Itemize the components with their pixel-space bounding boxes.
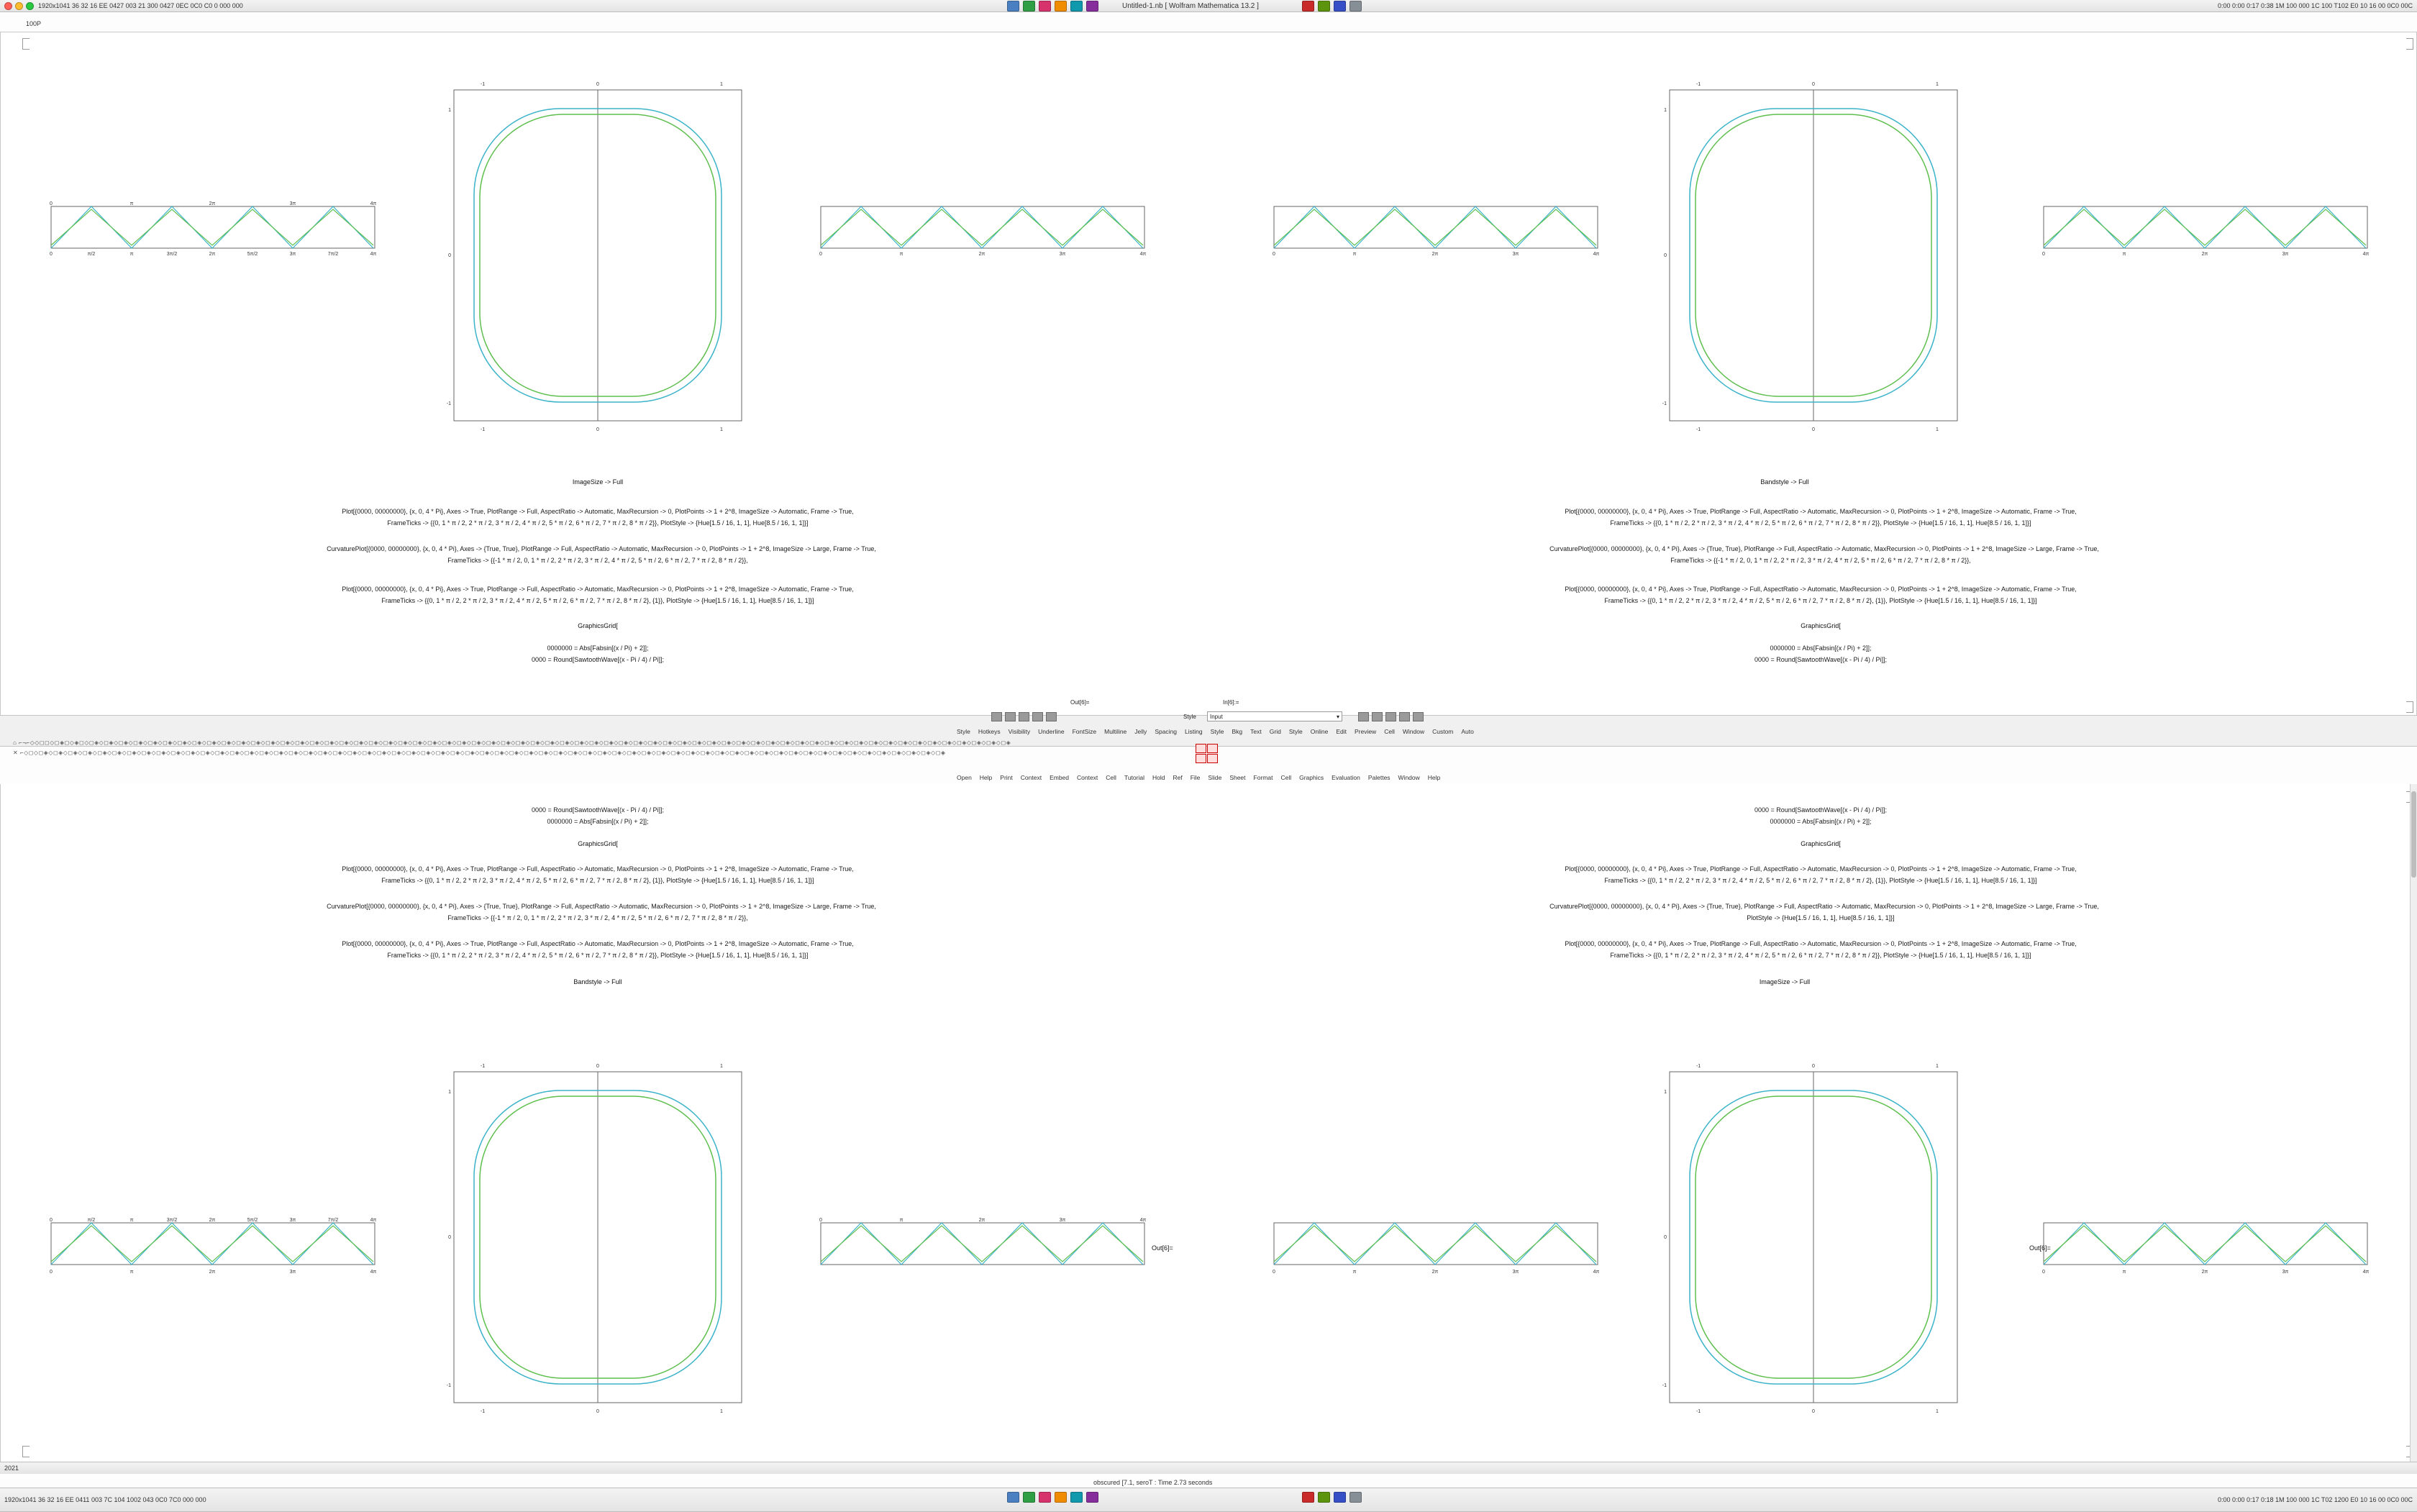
svg-text:0: 0 [596,82,599,87]
evaluation-status: obscured [7.1, seroT : Time 2.73 seconds [1093,1479,1213,1486]
curvature-line-2-topr: FrameTicks -> {{-1 * π / 2, 0, 1 * π / 2, 2 * π / 2, 3 * π / 2, 4 * π / 2, 5 * π / 2, 6 * π / 2, 7 * π / 2, 8 * π / 2}}, [1670,557,1971,564]
svg-text:π: π [1352,252,1357,257]
curvature-plot-2 [1655,76,1972,435]
svg-text:3π: 3π [2282,252,2289,257]
svg-text:1: 1 [1664,108,1667,113]
format-menu-strip-top[interactable] [957,728,1474,735]
svg-text:π: π [899,252,903,257]
svg-text:0: 0 [819,1218,822,1223]
svg-text:-1: -1 [1695,1064,1701,1069]
svg-text:π: π [899,1218,903,1223]
svg-text:5π/2: 5π/2 [247,1218,258,1223]
menu-item-cell2[interactable]: Cell [1106,774,1116,781]
svg-text:4π: 4π [2362,1270,2370,1275]
minimize-icon[interactable] [15,2,23,10]
svg-text:π: π [2122,1270,2126,1275]
menu-item-embed[interactable]: Embed [1050,774,1069,781]
top-tray[interactable] [1007,1,1098,12]
menu-item-auto[interactable]: Auto [1461,728,1474,735]
triangle-def-2-bottomr: 0000000 = Abs[Fabsin[(x / Pi) + 2]]; [1770,818,1872,825]
style-label-top: Style [1183,714,1196,720]
swatch-6[interactable] [1358,712,1369,721]
svg-text:4π: 4π [370,1218,377,1223]
menu-item-ref[interactable]: Ref [1173,774,1183,781]
curvature-plot-3 [440,1057,756,1417]
swatch-10[interactable] [1413,712,1424,721]
svg-text:0: 0 [448,1235,451,1240]
plot-line-2-topr: FrameTicks -> {{0, 1 * π / 2, 2 * π / 2, 3 * π / 2, 4 * π / 2, 5 * π / 2, 6 * π / 2, 7 * π / 2, 8 * π / 2}, {1}}, PlotStyle -> {Hue[1.5 / 16, 1, 1], Hue[8.5 / 16, 1, 1]}] [1604,597,2037,604]
wave-plot-5 [29,1216,382,1279]
menu-item-context2[interactable]: Context [1077,774,1098,781]
cell-bracket-top-3[interactable] [22,38,29,50]
svg-text:0: 0 [1812,427,1815,432]
menu-item-preview[interactable]: Preview [1354,728,1377,735]
svg-text:2π: 2π [209,201,216,206]
triangle-def-1-bottom: 0000 = Round[SawtoothWave[(x - Pi / 4) / Pi]]; [531,806,664,814]
curvature-line-1-top: CurvaturePlot[{0000, 00000000}, {x, 0, 4 * Pi}, Axes -> {True, True}, PlotRange -> Full, AspectRatio -> Automatic, MaxRecursion -> 0, PlotPoints -> 1 + 2^8, ImageSize -> Large, Frame -> True, [327,545,876,552]
window-title: Untitled-1.nb [ Wolfram Mathematica 13.2 ] [1122,2,1259,10]
swatch-8[interactable] [1385,712,1396,721]
error-indicator-4[interactable] [1207,754,1218,763]
menu-item-style2[interactable]: Style [1210,728,1224,735]
curvature-line-1-bottom: CurvaturePlot[{0000, 00000000}, {x, 0, 4 * Pi}, Axes -> {True, True}, PlotRange -> Full, AspectRatio -> Automatic, MaxRecursion -> 0, PlotPoints -> 1 + 2^8, ImageSize -> Large, Frame -> True, [327,903,876,910]
swatch-7[interactable] [1372,712,1383,721]
menu-item-open[interactable]: Open [957,774,972,781]
plot-line-2-bottom: FrameTicks -> {{0, 1 * π / 2, 2 * π / 2, 3 * π / 2, 4 * π / 2, 5 * π / 2, 6 * π / 2, 7 * π / 2, 8 * π / 2}, {1}}, PlotStyle -> {Hue[1.5 / 16, 1, 1], Hue[8.5 / 16, 1, 1]}] [381,877,814,884]
tray-icon-editor[interactable] [1070,1,1083,12]
svg-text:1: 1 [1936,82,1939,87]
svg-text:4π: 4π [1593,1270,1600,1275]
plot-line-4-bottomr: FrameTicks -> {{0, 1 * π / 2, 2 * π / 2, 3 * π / 2, 4 * π / 2, 5 * π / 2, 6 * π / 2, 7 * π / 2, 8 * π / 2}}, PlotStyle -> {Hue[1.5 / 16, 1, 1], Hue[8.5 / 16, 1, 1]}] [1610,952,2031,959]
triangle-def-2-top: 0000000 = Abs[Fabsin[(x / Pi) + 2]]; [547,645,649,652]
graphics-grid-label-bottom: GraphicsGrid[ [578,840,618,847]
svg-text:4π: 4π [370,201,377,206]
svg-text:2π: 2π [1431,1270,1439,1275]
taskbar-icon-files[interactable] [1055,1492,1067,1503]
plot-line-3-bottomr: Plot[{0000, 00000000}, {x, 0, 4 * Pi}, Axes -> True, PlotRange -> Full, AspectRatio -> Automatic, MaxRecursion -> 0, PlotPoints -> 1 + 2^8, ImageSize -> Automatic, Frame -> True, [1565,940,2077,947]
plot-line-3-topr: Plot[{0000, 00000000}, {x, 0, 4 * Pi}, Axes -> True, PlotRange -> Full, AspectRatio -> Automatic, MaxRecursion -> 0, PlotPoints -> 1 + 2^8, ImageSize -> Automatic, Frame -> True, [1565,508,2077,515]
svg-text:2π: 2π [978,1218,986,1223]
svg-text:3π: 3π [1512,252,1519,257]
menu-item-sheet[interactable]: Sheet [1229,774,1246,781]
top-chrome-right-text: 0:00 0:00 0:17 0:38 1M 100 000 1C 100 T102 E0 10 16 00 0C0 00C [2217,2,2413,9]
svg-text:π: π [129,1270,134,1275]
svg-text:3π: 3π [289,252,296,257]
notebook-bottom-pane[interactable] [0,784,2417,1468]
curvature-line-2-top: FrameTicks -> {{-1 * π / 2, 0, 1 * π / 2, 2 * π / 2, 3 * π / 2, 4 * π / 2, 5 * π / 2, 6 * π / 2, 7 * π / 2, 8 * π / 2}}, [447,557,748,564]
plot-line-3-bottom: Plot[{0000, 00000000}, {x, 0, 4 * Pi}, Axes -> True, PlotRange -> Full, AspectRatio -> Automatic, MaxRecursion -> 0, PlotPoints -> 1 + 2^8, ImageSize -> Automatic, Frame -> True, [342,940,854,947]
error-indicator-3[interactable] [1196,754,1206,763]
svg-text:π: π [129,1218,134,1223]
curvature-line-1-topr: CurvaturePlot[{0000, 00000000}, {x, 0, 4 * Pi}, Axes -> {True, True}, PlotRange -> Full, AspectRatio -> Automatic, MaxRecursion -> 0, PlotPoints -> 1 + 2^8, ImageSize -> Large, Frame -> True, [1549,545,2099,552]
menu-item-format[interactable]: Format [1253,774,1273,781]
taskbar-icon-mathematica[interactable] [1039,1492,1051,1503]
tray-icon-misc[interactable] [1349,1,1362,12]
menu-item-slide[interactable]: Slide [1208,774,1222,781]
taskbar-icon-calendar[interactable] [1334,1492,1346,1503]
wave-plot-2 [799,199,1152,263]
svg-text:-1: -1 [480,82,486,87]
swatch-2[interactable] [1005,712,1016,721]
swatch-4[interactable] [1032,712,1043,721]
tray-icon-calendar[interactable] [1334,1,1346,12]
top-tab-label: 100P [26,20,42,27]
svg-text:1: 1 [720,1064,723,1069]
svg-text:-1: -1 [1695,82,1701,87]
svg-text:0: 0 [2042,252,2045,257]
svg-text:1: 1 [1936,1409,1939,1414]
plot-line-1-bottom: Plot[{0000, 00000000}, {x, 0, 4 * Pi}, Axes -> True, PlotRange -> Full, AspectRatio -> Automatic, MaxRecursion -> 0, PlotPoints -> 1 + 2^8, ImageSize -> Automatic, Frame -> True, [342,865,854,873]
out-marker-right: Out[6]= [2029,1244,2051,1252]
bottom-menu-strip[interactable] [957,774,1440,781]
swatch-3[interactable] [1019,712,1029,721]
bottom-chrome-right-text: 0:00 0:00 0:17 0:18 1M 100 000 1C T02 1200 E0 10 16 00 0C0 00C [2217,1496,2413,1503]
menu-item-visibility[interactable]: Visibility [1008,728,1031,735]
menu-item-style3[interactable]: Style [1288,728,1303,735]
svg-text:7π/2: 7π/2 [327,1218,339,1223]
notebook-top-pane[interactable] [0,32,2417,716]
triangle-def-1-topr: 0000 = Round[SawtoothWave[(x - Pi / 4) / Pi]]; [1754,656,1887,663]
svg-text:4π: 4π [1139,252,1147,257]
glyph-strip-2: ✕ ⌐◇◻◇◻◈◇◻◈◇◻◈◇◻◈◇◻◈◇◻◈◇◻◈◇◻◈◇◻◈◇◻◈◇◻◈◇◻◈◇◻◈◇◻◈◇◻◈◇◻◈◇◻◈◇◻◈◇◻◈◇◻◈◇◻◈◇◻◈◇◻◈◇◻◈◇◻◈◇◻◈◇◻◈◇◻◈◇◻◈◇◻◈◇◻◈◇◻◈◇◻◈◇◻◈◇◻◈◇◻◈◇◻◈◇◻◈◇◻◈◇◻◈◇◻◈◇◻◈◇◻◈◇◻◈◇◻◈◇◻◈◇◻◈◇◻◈◇◻◈◇◻◈◇◻◈◇◻◈◇◻◈◇◻◈◇◻◈◇◻◈◇◻◈◇◻◈◇◻◈◇◻◈◇◻◈◇◻◈ [13,750,946,756]
svg-text:0: 0 [50,1270,53,1275]
svg-text:0: 0 [1664,1235,1667,1240]
imagesize-label-top: ImageSize -> Full [572,478,624,486]
menu-item-cell3[interactable]: Cell [1280,774,1292,781]
curvature-plot-1 [440,76,756,435]
menu-item-help[interactable]: Help [979,774,993,781]
svg-text:1: 1 [720,1409,723,1414]
menu-item-multiline[interactable]: Multiline [1104,728,1127,735]
taskbar-icon-record[interactable] [1302,1492,1314,1503]
menu-item-window2[interactable]: Window [1398,774,1420,781]
menu-item-style[interactable]: Style [957,728,970,735]
svg-text:0: 0 [596,1064,599,1069]
menu-item-help2[interactable]: Help [1427,774,1441,781]
close-icon[interactable] [4,2,12,10]
bandstyle-label-top: Bandstyle -> Full [1760,478,1809,486]
curvature-line-3-bottomr: PlotStyle -> {Hue[1.5 / 16, 1, 1], Hue[8.5 / 16, 1, 1]}] [1747,914,1895,921]
tray-icon-files[interactable] [1055,1,1067,12]
menu-item-edit[interactable]: Edit [1336,728,1347,735]
swatch-row-left-top[interactable] [991,712,1057,721]
wave-plot-8 [2022,1216,2375,1279]
svg-text:3π: 3π [1059,1218,1066,1223]
graphics-grid-label-top: GraphicsGrid[ [578,622,618,629]
svg-text:3π/2: 3π/2 [166,252,178,257]
curvature-line-1-bottomr: CurvaturePlot[{0000, 00000000}, {x, 0, 4 * Pi}, Axes -> {True, True}, PlotRange -> Full, AspectRatio -> Automatic, MaxRecursion -> 0, PlotPoints -> 1 + 2^8, ImageSize -> Large, Frame -> True, [1549,903,2099,910]
taskbar-icon-settings[interactable] [1086,1492,1098,1503]
svg-text:7π/2: 7π/2 [327,252,339,257]
svg-text:π: π [2122,252,2126,257]
svg-text:π: π [129,252,134,257]
svg-text:0: 0 [1273,252,1275,257]
plot-line-3-top: Plot[{0000, 00000000}, {x, 0, 4 * Pi}, Axes -> True, PlotRange -> Full, AspectRatio -> Automatic, MaxRecursion -> 0, PlotPoints -> 1 + 2^8, ImageSize -> Automatic, Frame -> True, [342,508,854,515]
cell-bracket-bottom-3[interactable] [22,1446,29,1457]
svg-text:π/2: π/2 [87,252,96,257]
svg-text:2π: 2π [978,252,986,257]
triangle-def-2-topr: 0000000 = Abs[Fabsin[(x / Pi) + 2]]; [1770,645,1872,652]
menu-item-bkg[interactable]: Bkg [1232,728,1243,735]
chevron-down-icon[interactable]: ▾ [1336,713,1339,720]
plot-line-4-top: FrameTicks -> {{0, 1 * π / 2, 2 * π / 2, 3 * π / 2, 4 * π / 2, 5 * π / 2, 6 * π / 2, 7 * π / 2, 8 * π / 2}}, PlotStyle -> {Hue[1.5 / 16, 1, 1], Hue[8.5 / 16, 1, 1]}] [387,519,809,527]
maximize-icon[interactable] [26,2,34,10]
svg-text:-1: -1 [1662,1383,1667,1388]
wave-plot-1 [29,199,382,263]
tray-icon-browser[interactable] [1007,1,1019,12]
menu-item-hold[interactable]: Hold [1152,774,1165,781]
page-indicator: 2021 [4,1465,19,1472]
style-dropdown-value-top: Input [1210,713,1223,720]
menu-item-fontsize[interactable]: FontSize [1072,728,1097,735]
svg-text:2π: 2π [1431,252,1439,257]
svg-text:3π/2: 3π/2 [166,1218,178,1223]
svg-text:1: 1 [448,108,451,113]
menu-item-window[interactable]: Window [1402,728,1425,735]
svg-text:1: 1 [1936,1064,1939,1069]
menu-item-custom[interactable]: Custom [1432,728,1454,735]
plot-line-4-bottom: FrameTicks -> {{0, 1 * π / 2, 2 * π / 2, 3 * π / 2, 4 * π / 2, 5 * π / 2, 6 * π / 2, 7 * π / 2, 8 * π / 2}}, PlotStyle -> {Hue[1.5 / 16, 1, 1], Hue[8.5 / 16, 1, 1]}] [387,952,809,959]
plot-line-4-topr: FrameTicks -> {{0, 1 * π / 2, 2 * π / 2, 3 * π / 2, 4 * π / 2, 5 * π / 2, 6 * π / 2, 7 * π / 2, 8 * π / 2}}, PlotStyle -> {Hue[1.5 / 16, 1, 1], Hue[8.5 / 16, 1, 1]}] [1610,519,2031,527]
svg-text:4π: 4π [1139,1218,1147,1223]
svg-text:4π: 4π [2362,252,2370,257]
svg-text:0: 0 [596,1409,599,1414]
svg-text:0: 0 [50,201,53,206]
top-tray-secondary[interactable] [1302,1,1362,12]
svg-text:-1: -1 [480,427,486,432]
tray-icon-mail[interactable] [1318,1,1330,12]
svg-text:1: 1 [1664,1090,1667,1095]
svg-text:3π: 3π [2282,1270,2289,1275]
svg-text:-1: -1 [480,1409,486,1414]
svg-text:2π: 2π [209,1270,216,1275]
svg-text:5π/2: 5π/2 [247,252,258,257]
svg-text:0: 0 [50,1218,53,1223]
imagesize-label-bottom: ImageSize -> Full [1759,978,1811,985]
menu-item-text[interactable]: Text [1250,728,1262,735]
glyph-strip-1: ⌂ ⌐¬⌐◇◇◻◻◇◻◈◻◇◈◻◇◻◈◇◻◈◇◻◈◇◻◈◇◻◈◇◻◈◇◻◈◇◻◈◇◻◈◇◻◈◇◻◈◇◻◈◇◻◈◇◻◈◇◻◈◇◻◈◇◻◈◇◻◈◇◻◈◇◻◈◇◻◈◇◻◈◇◻◈◇◻◈◇◻◈◇◻◈◇◻◈◇◻◈◇◻◈◇◻◈◇◻◈◇◻◈◇◻◈◇◻◈◇◻◈◇◻◈◇◻◈◇◻◈◇◻◈◇◻◈◇◻◈◇◻◈◇◻◈◇◻◈◇◻◈◇◻◈◇◻◈◇◻◈◇◻◈◇◻◈◇◻◈◇◻◈◇◻◈◇◻◈◇◻◈◇◻◈◇◻◈◇◻◈◇◻◈◇◻◈◇◻◈◇◻◈◇◻◈ [13,739,1011,746]
svg-text:π/2: π/2 [87,1218,96,1223]
svg-text:π: π [129,201,134,206]
window-controls[interactable] [0,2,34,10]
plot-line-2-bottomr: FrameTicks -> {{0, 1 * π / 2, 2 * π / 2, 3 * π / 2, 4 * π / 2, 5 * π / 2, 6 * π / 2, 7 * π / 2, 8 * π / 2}, {1}}, PlotStyle -> {Hue[1.5 / 16, 1, 1], Hue[8.5 / 16, 1, 1]}] [1604,877,2037,884]
svg-text:4π: 4π [370,1270,377,1275]
tray-icon-mathematica[interactable] [1039,1,1051,12]
menu-item-graphics[interactable]: Graphics [1299,774,1324,781]
svg-text:3π: 3π [289,1270,296,1275]
svg-text:3π: 3π [289,201,296,206]
menu-item-print[interactable]: Print [1000,774,1013,781]
bottom-tray[interactable] [1007,1492,1098,1503]
triangle-def-1-top: 0000 = Round[SawtoothWave[(x - Pi / 4) / Pi]]; [531,656,664,663]
svg-text:π: π [1352,1270,1357,1275]
menu-item-spacing[interactable]: Spacing [1155,728,1178,735]
svg-text:-1: -1 [480,1064,486,1069]
plot-line-2-top: FrameTicks -> {{0, 1 * π / 2, 2 * π / 2, 3 * π / 2, 4 * π / 2, 5 * π / 2, 6 * π / 2, 7 * π / 2, 8 * π / 2}, {1}}, PlotStyle -> {Hue[1.5 / 16, 1, 1], Hue[8.5 / 16, 1, 1]}] [381,597,814,604]
menu-item-tutorial[interactable]: Tutorial [1124,774,1144,781]
menu-item-palettes[interactable]: Palettes [1367,774,1390,781]
svg-text:0: 0 [448,253,451,258]
cell-bracket-top-1[interactable] [2406,38,2413,50]
svg-text:2π: 2π [2201,1270,2208,1275]
cell-bracket-top-2[interactable] [2406,701,2413,713]
menu-item-online[interactable]: Online [1310,728,1329,735]
bottom-chrome-left-text: 1920x1041 36 32 16 EE 0411 003 7C 104 1002 043 0C0 7C0 000 000 [4,1496,206,1503]
tray-icon-settings[interactable] [1086,1,1098,12]
error-indicator-1[interactable] [1196,744,1206,753]
out-marker-left: Out[6]= [1152,1244,1173,1252]
svg-text:0: 0 [1664,253,1667,258]
taskbar-icon-editor[interactable] [1070,1492,1083,1503]
style-dropdown-top[interactable] [1207,711,1342,721]
svg-text:0: 0 [819,252,822,257]
in-label-top: In[6]:= [1223,699,1239,706]
svg-text:-1: -1 [446,401,451,406]
swatch-1[interactable] [991,712,1002,721]
svg-text:-1: -1 [446,1383,451,1388]
svg-text:2π: 2π [209,252,216,257]
svg-text:1: 1 [720,427,723,432]
out-label-top: Out[6]= [1070,699,1090,706]
svg-text:-1: -1 [1695,427,1701,432]
error-indicator-2[interactable] [1207,744,1218,753]
svg-text:1: 1 [1936,427,1939,432]
vertical-scrollbar[interactable] [2410,784,2417,1467]
menu-item-underline[interactable]: Underline [1038,728,1065,735]
svg-text:0: 0 [1812,82,1815,87]
triangle-def-2-bottom: 0000000 = Abs[Fabsin[(x / Pi) + 2]]; [547,818,649,825]
menu-item-context[interactable]: Context [1020,774,1042,781]
taskbar-icon-browser[interactable] [1007,1492,1019,1503]
svg-text:3π: 3π [1512,1270,1519,1275]
wave-plot-3 [1252,199,1605,263]
svg-text:2π: 2π [2201,252,2208,257]
svg-text:1: 1 [720,82,723,87]
menu-item-cell[interactable]: Cell [1384,728,1395,735]
menu-item-hotkeys[interactable]: Hotkeys [978,728,1001,735]
menu-item-evaluation[interactable]: Evaluation [1332,774,1360,781]
top-chrome-left-text: 1920x1041 36 32 16 EE 0427 003 21 300 0427 0EC 0C0 C0 0 000 000 [38,2,243,9]
svg-text:3π: 3π [1059,252,1066,257]
taskbar-icon-misc[interactable] [1349,1492,1362,1503]
scrollbar-thumb[interactable] [2411,791,2416,878]
menu-item-listing[interactable]: Listing [1185,728,1203,735]
svg-text:2π: 2π [209,1218,216,1223]
svg-text:0: 0 [1812,1064,1815,1069]
bottom-taskbar [0,1488,2417,1512]
plot-line-1-top: Plot[{0000, 00000000}, {x, 0, 4 * Pi}, Axes -> True, PlotRange -> Full, AspectRatio -> Automatic, MaxRecursion -> 0, PlotPoints -> 1 + 2^8, ImageSize -> Automatic, Frame -> True, [342,586,854,593]
curvature-line-2-bottom: FrameTicks -> {{-1 * π / 2, 0, 1 * π / 2, 2 * π / 2, 3 * π / 2, 4 * π / 2, 5 * π / 2, 6 * π / 2, 7 * π / 2, 8 * π / 2}}, [447,914,748,921]
swatch-9[interactable] [1399,712,1410,721]
wave-plot-4 [2022,199,2375,263]
graphics-grid-label-bottomr: GraphicsGrid[ [1801,840,1841,847]
plot-line-1-topr: Plot[{0000, 00000000}, {x, 0, 4 * Pi}, Axes -> True, PlotRange -> Full, AspectRatio -> Automatic, MaxRecursion -> 0, PlotPoints -> 1 + 2^8, ImageSize -> Automatic, Frame -> True, [1565,586,2077,593]
svg-text:-1: -1 [1695,1409,1701,1414]
menu-item-jelly[interactable]: Jelly [1134,728,1147,735]
swatch-row-right-top[interactable] [1358,712,1424,721]
svg-text:4π: 4π [1593,252,1600,257]
svg-text:0: 0 [2042,1270,2045,1275]
bottom-status-bar [0,1462,2417,1474]
svg-text:0: 0 [50,252,53,257]
svg-text:0: 0 [1273,1270,1275,1275]
tray-icon-terminal[interactable] [1023,1,1035,12]
menu-item-grid[interactable]: Grid [1269,728,1281,735]
triangle-def-1-bottomr: 0000 = Round[SawtoothWave[(x - Pi / 4) / Pi]]; [1754,806,1887,814]
graphics-grid-label-topr: GraphicsGrid[ [1801,622,1841,629]
swatch-5[interactable] [1046,712,1057,721]
taskbar-icon-terminal[interactable] [1023,1492,1035,1503]
menu-item-file[interactable]: File [1190,774,1201,781]
svg-text:1: 1 [448,1090,451,1095]
bottom-tray-secondary[interactable] [1302,1492,1362,1503]
svg-text:-1: -1 [1662,401,1667,406]
svg-text:3π: 3π [289,1218,296,1223]
tray-icon-record[interactable] [1302,1,1314,12]
svg-text:0: 0 [596,427,599,432]
plot-line-1-bottomr: Plot[{0000, 00000000}, {x, 0, 4 * Pi}, Axes -> True, PlotRange -> Full, AspectRatio -> Automatic, MaxRecursion -> 0, PlotPoints -> 1 + 2^8, ImageSize -> Automatic, Frame -> True, [1565,865,2077,873]
bandstyle-label-bottom: Bandstyle -> Full [573,978,622,985]
svg-text:4π: 4π [370,252,377,257]
wave-plot-7 [1252,1216,1605,1279]
curvature-plot-4 [1655,1057,1972,1417]
svg-text:0: 0 [1812,1409,1815,1414]
wave-plot-6 [799,1216,1152,1279]
taskbar-icon-mail[interactable] [1318,1492,1330,1503]
